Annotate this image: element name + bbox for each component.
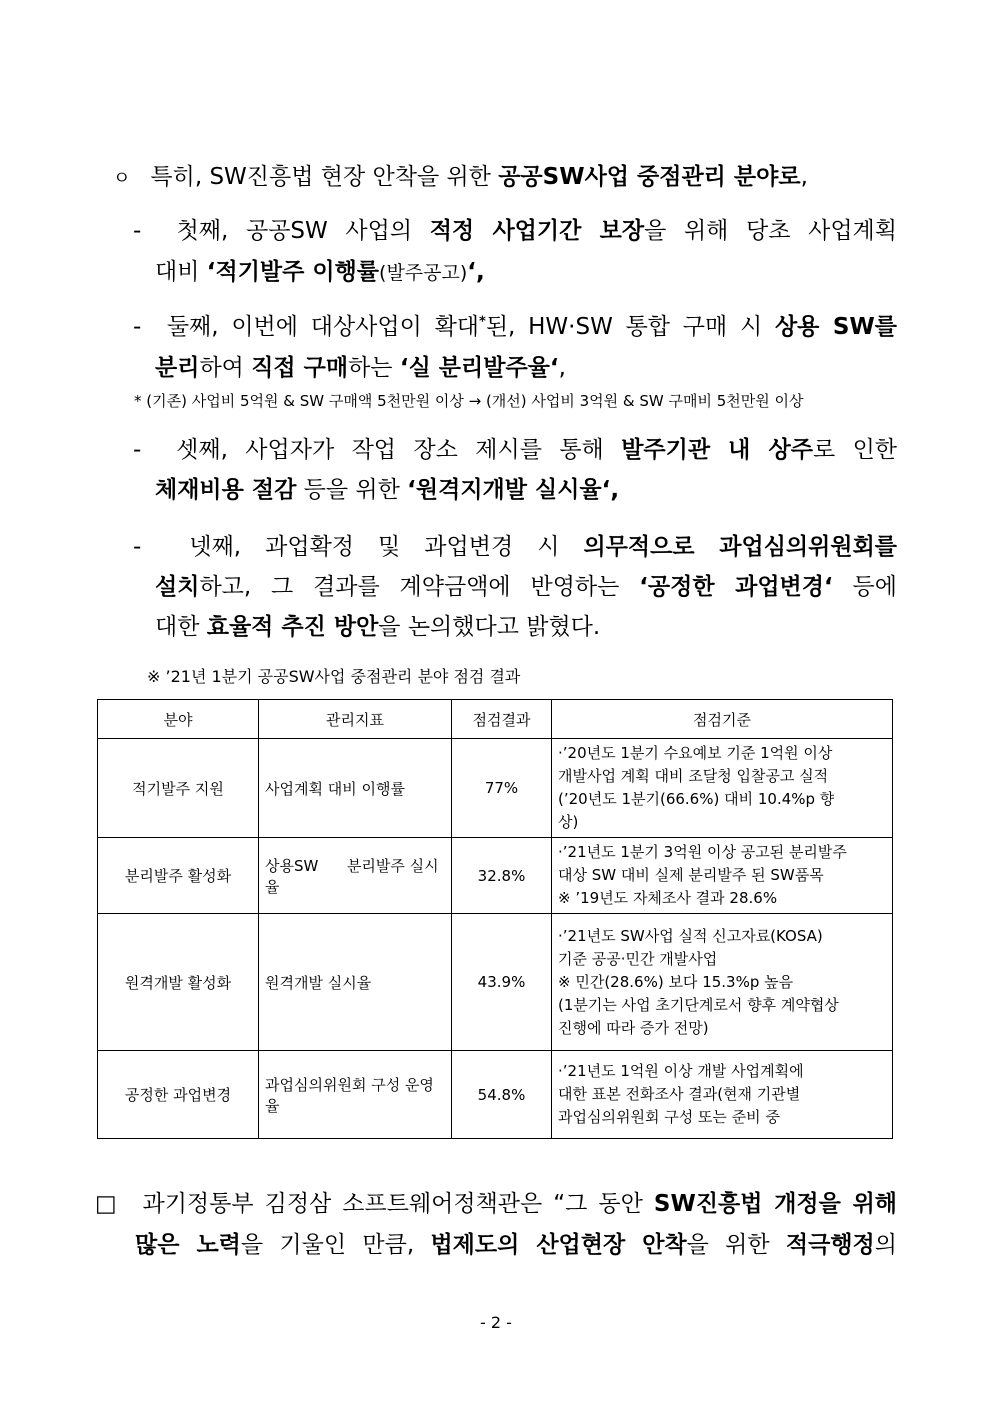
inspection-result-table	[97, 699, 893, 1139]
cell-criteria: ·’21년도 1억원 이상 개발 사업계획에 대한 표본 전화조사 결과(현재 기관별 과업심의위원회 구성 또는 준비 중	[552, 1051, 893, 1139]
page-number: - 2 -	[480, 1313, 512, 1332]
bullet-icon: ㅇ	[113, 168, 131, 189]
cell-field: 분리발주 활성화	[98, 838, 259, 914]
table-row	[98, 739, 893, 838]
cell-indicator: 상용SW 분리발주 실시율	[259, 838, 452, 914]
intro-line: ㅇ 특히, SW진흥법 현장 안착을 위한 공공SW사업 중점관리 분야로,	[113, 164, 808, 190]
footnote: * (기존) 사업비 5억원 & SW 구매액 5천만원 이상 → (개선) 사업비 3억원 & SW 구매비 5천만원 이상	[134, 392, 804, 410]
cell-criteria: ·’20년도 1분기 수요예보 기준 1억원 이상 개발사업 계획 대비 조달청 입찰공고 실적 (’20년도 1분기(66.6%) 대비 10.4%p 향 상)	[552, 739, 893, 838]
cell-criteria: ·’21년도 1분기 3억원 이상 공고된 분리발주 대상 SW 대비 실제 분리발주 된 SW품목 ※ ’19년도 자체조사 결과 28.6%	[552, 838, 893, 914]
cell-criteria: ·’21년도 SW사업 실적 신고자료(KOSA) 기준 공공·민간 개발사업 ※ 민간(28.6%) 보다 15.3%p 높음 (1분기는 사업 초기단계로서 향후 계약협상 진행에 따라 증가 전망)	[552, 914, 893, 1051]
cell-result: 77%	[452, 739, 552, 838]
item-4-line-1: - 넷째, 과업확정 및 과업변경 시 의무적으로 과업심의위원회를	[133, 534, 898, 560]
table-caption: ※ ’21년 1분기 공공SW사업 중점관리 분야 점검 결과	[147, 667, 521, 686]
cell-field: 공정한 과업변경	[98, 1051, 259, 1139]
table-header-row	[98, 700, 893, 739]
item-4-line-2: 설치하고, 그 결과를 계약금액에 반영하는 ‘공정한 과업변경‘ 등에	[155, 574, 897, 600]
cell-indicator: 과업심의위원회 구성 운영율	[259, 1051, 452, 1139]
item-1-line-2: 대비 ‘적기발주 이행률(발주공고)‘,	[155, 259, 485, 285]
item-2-line-1: - 둘째, 이번에 대상사업이 확대*된, HW·SW 통합 구매 시 상용 SW를	[133, 314, 897, 340]
item-3-line-2: 체재비용 절감 등을 위한 ‘원격지개발 실시율‘,	[155, 477, 620, 503]
table-row	[98, 914, 893, 1051]
closing-line-1: □ 과기정통부 김정삼 소프트웨어정책관은 “그 동안 SW진흥법 개정을 위해	[95, 1191, 898, 1217]
item-1-line-1: - 첫째, 공공SW 사업의 적정 사업기간 보장을 위해 당초 사업계획	[133, 218, 897, 244]
cell-result: 54.8%	[452, 1051, 552, 1139]
item-4-line-3: 대한 효율적 추진 방안을 논의했다고 밝혔다.	[155, 614, 601, 640]
cell-result: 32.8%	[452, 838, 552, 914]
checkbox-icon: □	[95, 1191, 121, 1217]
table-row	[98, 1051, 893, 1139]
item-2-line-2: 분리하여 직접 구매하는 ‘실 분리발주율‘,	[155, 355, 566, 381]
cell-indicator: 사업계획 대비 이행률	[259, 739, 452, 838]
closing-line-2: 많은 노력을 기울인 만큼, 법제도의 산업현장 안착을 위한 적극행정의	[135, 1232, 897, 1258]
cell-field: 원격개발 활성화	[98, 914, 259, 1051]
header-result: 점검결과	[452, 700, 552, 739]
header-field: 분야	[98, 700, 259, 739]
table-row	[98, 838, 893, 914]
cell-field: 적기발주 지원	[98, 739, 259, 838]
cell-indicator: 원격개발 실시율	[259, 914, 452, 1051]
item-3-line-1: - 셋째, 사업자가 작업 장소 제시를 통해 발주기관 내 상주로 인한	[133, 437, 898, 463]
header-criteria: 점검기준	[552, 700, 893, 739]
header-indicator: 관리지표	[259, 700, 452, 739]
cell-result: 43.9%	[452, 914, 552, 1051]
